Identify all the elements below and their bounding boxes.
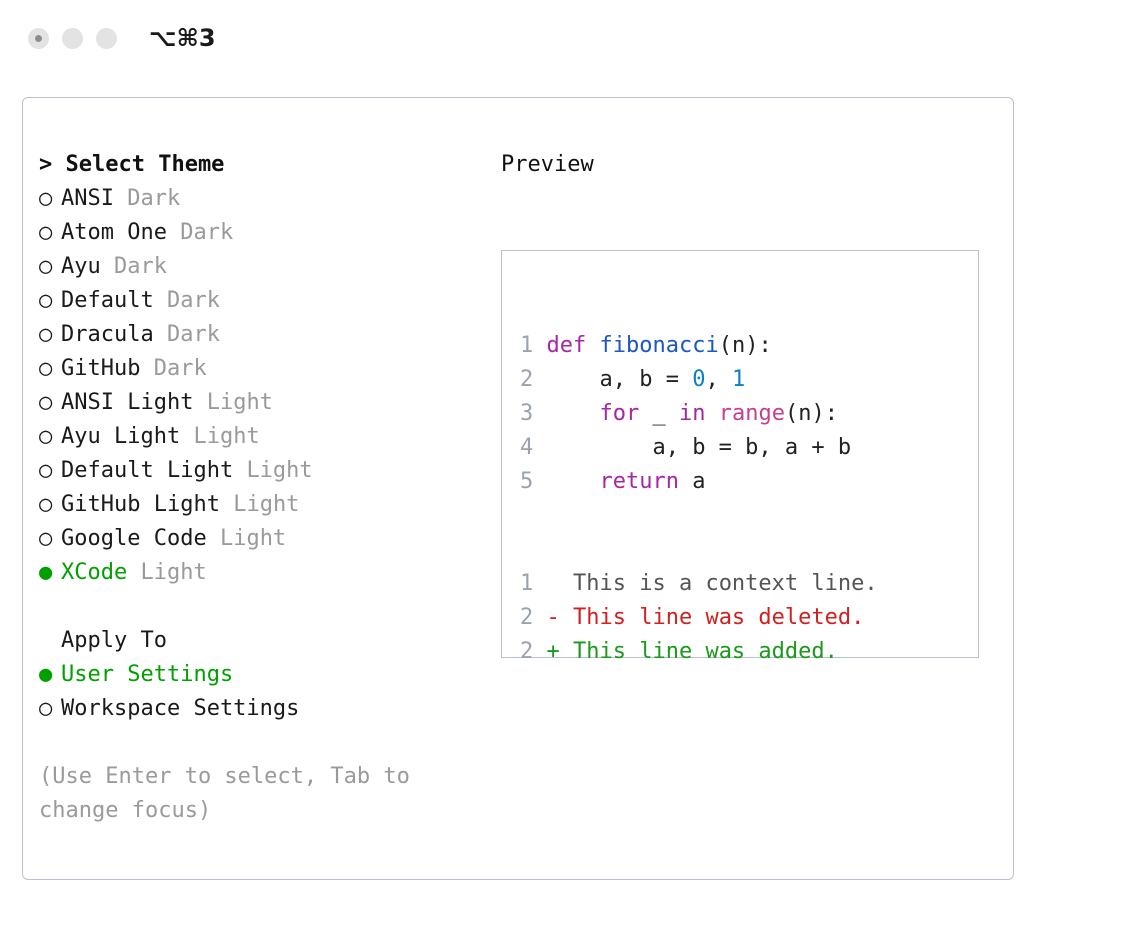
radio-icon[interactable]: ○ [39, 424, 53, 449]
theme-variant: Light [206, 390, 273, 415]
radio-icon[interactable]: ○ [39, 288, 53, 313]
line-number: 2 [520, 639, 534, 664]
theme-name: Ayu Light [61, 424, 181, 449]
theme-variant: Dark [127, 186, 181, 211]
blank-line [520, 499, 878, 533]
list-item[interactable] [39, 284, 479, 318]
code-token [705, 401, 718, 426]
list-item-selected[interactable] [39, 556, 479, 590]
theme-variant: Dark [180, 220, 234, 245]
theme-name: ANSI Light [61, 390, 194, 415]
apply-to-workspace-settings[interactable] [39, 692, 479, 726]
theme-variant: Light [140, 560, 207, 585]
line-number: 2 [520, 367, 534, 392]
list-item[interactable] [39, 250, 479, 284]
code-token: 0 [692, 367, 706, 392]
theme-name: XCode [61, 560, 128, 585]
theme-name: GitHub [61, 356, 141, 381]
line-number: 1 [520, 333, 534, 358]
code-token: in [678, 401, 706, 426]
traffic-lights [28, 28, 117, 49]
code-token: range [718, 401, 785, 426]
theme-name: ANSI [61, 186, 114, 211]
radio-icon[interactable]: ○ [39, 492, 53, 517]
diff-sign: - [546, 605, 560, 630]
theme-variant: Dark [166, 322, 220, 347]
close-icon[interactable] [28, 28, 49, 49]
theme-variant: Dark [166, 288, 220, 313]
code-token: , [705, 367, 732, 392]
preview-title: Preview [501, 152, 594, 177]
code-token: a, b = [546, 367, 693, 392]
radio-icon[interactable]: ○ [39, 526, 53, 551]
code-token: a [678, 469, 706, 494]
list-item[interactable] [39, 352, 479, 386]
radio-icon[interactable]: ○ [39, 220, 53, 245]
code-token [547, 469, 600, 494]
radio-icon[interactable]: ○ [39, 356, 53, 381]
preview-column [501, 148, 1001, 182]
apply-to-title: Apply To [61, 628, 167, 653]
theme-name: Google Code [61, 526, 207, 551]
radio-icon[interactable]: ● [39, 662, 53, 687]
code-token: _ [639, 401, 679, 426]
code-token: (n): [718, 333, 772, 358]
theme-name: Dracula [61, 322, 154, 347]
diff-text: This is a context line. [559, 571, 878, 596]
theme-list [39, 182, 479, 590]
code-token: (n): [784, 401, 838, 426]
radio-icon[interactable]: ○ [39, 696, 53, 721]
code-token [547, 401, 600, 426]
shortcut-label: ⌥⌘3 [149, 24, 216, 52]
code-token: a, b = b, a + b [546, 435, 852, 460]
maximize-icon[interactable] [96, 28, 117, 49]
code-preview [520, 295, 878, 703]
code-token: return [599, 469, 679, 494]
apply-to-label: Workspace Settings [61, 696, 300, 721]
keyboard-hint: (Use Enter to select, Tab to change focus) [39, 764, 410, 823]
theme-name: Atom One [61, 220, 167, 245]
diff-text: This line was deleted. [559, 605, 865, 630]
theme-name: Default [61, 288, 154, 313]
radio-icon[interactable]: ○ [39, 254, 53, 279]
line-number: 4 [520, 435, 534, 460]
diff-sign: + [546, 639, 560, 664]
code-token: fibonacci [599, 333, 719, 358]
line-number: 2 [520, 605, 534, 630]
theme-list-column [39, 148, 479, 828]
apply-to-user-settings[interactable] [39, 658, 479, 692]
apply-to-label: User Settings [61, 662, 234, 687]
theme-name: Ayu [61, 254, 101, 279]
radio-icon[interactable]: ○ [39, 390, 53, 415]
minimize-icon[interactable] [62, 28, 83, 49]
list-item[interactable] [39, 488, 479, 522]
theme-name: GitHub Light [61, 492, 220, 517]
theme-picker-panel [22, 97, 1014, 880]
title-bar [0, 0, 1140, 76]
code-token: def [546, 333, 600, 358]
diff-sign [547, 571, 560, 596]
theme-variant: Light [233, 492, 300, 517]
list-item[interactable] [39, 216, 479, 250]
code-token: 1 [731, 367, 746, 392]
apply-to-list [39, 658, 479, 726]
list-item[interactable] [39, 420, 479, 454]
theme-variant: Light [193, 424, 260, 449]
theme-variant: Dark [114, 254, 167, 279]
theme-variant: Dark [153, 356, 207, 381]
radio-icon[interactable]: ○ [39, 186, 53, 211]
theme-variant: Light [246, 458, 313, 483]
list-item[interactable] [39, 182, 479, 216]
theme-name: Default Light [61, 458, 234, 483]
list-item[interactable] [39, 522, 479, 556]
theme-variant: Light [219, 526, 287, 551]
radio-icon[interactable]: ○ [39, 458, 53, 483]
page-title: > Select Theme [39, 152, 225, 177]
preview-box [501, 250, 979, 664]
list-item[interactable] [39, 454, 479, 488]
line-number: 1 [520, 571, 534, 596]
line-number: 5 [520, 469, 534, 494]
line-number: 3 [520, 401, 534, 426]
list-item[interactable] [39, 318, 479, 352]
list-item[interactable] [39, 386, 479, 420]
radio-icon[interactable]: ○ [39, 322, 53, 347]
code-token: for [599, 401, 640, 426]
radio-icon[interactable]: ● [39, 560, 53, 585]
diff-text: This line was added. [559, 639, 838, 664]
